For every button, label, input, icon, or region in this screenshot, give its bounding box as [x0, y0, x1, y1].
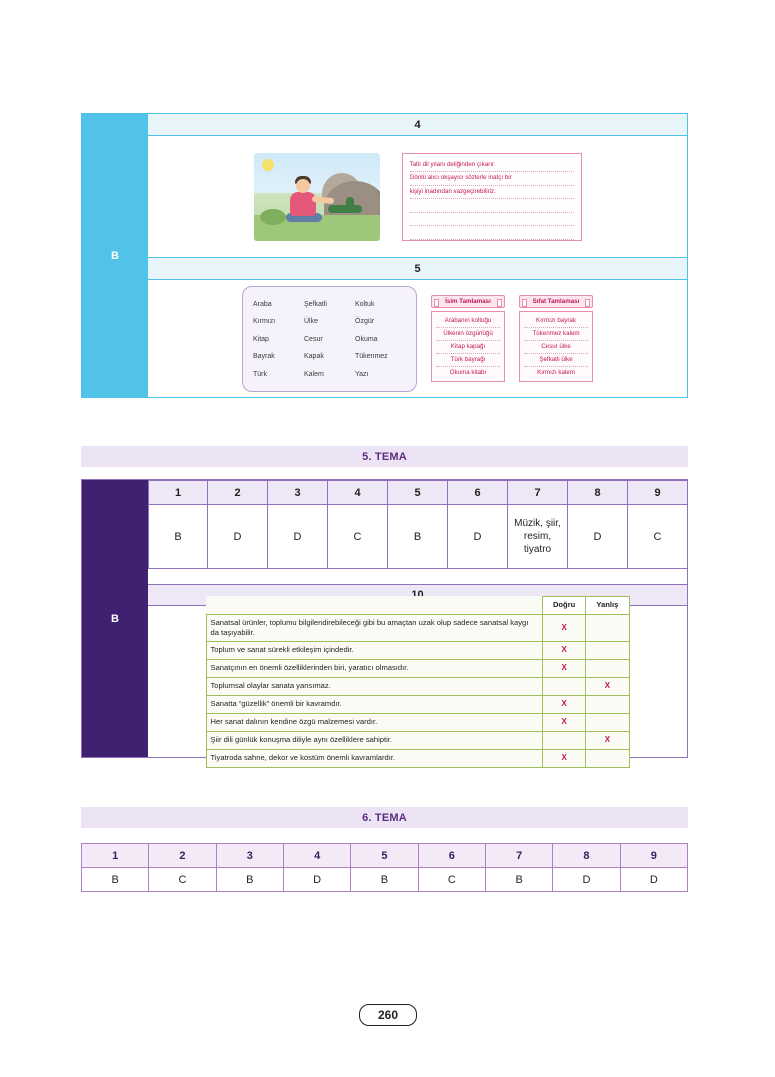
answer-cell: B [388, 505, 448, 569]
isim-tamlamasi-title: İsim Tamlaması [431, 295, 505, 308]
column-header: 1 [149, 481, 208, 505]
boy-head-shape [296, 179, 310, 193]
yanlis-mark [586, 695, 629, 713]
dogru-mark: X [543, 614, 586, 641]
boy-with-snake-illustration [254, 153, 380, 241]
word-pool [242, 286, 417, 392]
table-row [82, 868, 688, 892]
answer-cell: D [268, 505, 328, 569]
true-false-table [206, 596, 630, 768]
sun-shape [262, 159, 274, 171]
question-4-body [148, 136, 687, 258]
word-pool-item: Özgür [355, 318, 375, 326]
column-header: 8 [568, 481, 628, 505]
dogru-mark: X [543, 749, 586, 767]
column-header: 2 [149, 844, 216, 868]
word-pool-item: Cesur [304, 335, 323, 343]
snake-shape [328, 205, 362, 213]
column-header: 9 [628, 481, 688, 505]
answer-line: Arabanın koltuğu [436, 315, 500, 328]
column-header: 5 [388, 481, 448, 505]
tema6-answer-table [81, 843, 688, 892]
yanlis-mark: X [586, 731, 629, 749]
dogru-mark: X [543, 641, 586, 659]
yanlis-mark [586, 614, 629, 641]
statement-cell: Her sanat dalının kendine özgü malzemesi vardır. [206, 713, 543, 731]
dogru-mark: X [543, 659, 586, 677]
statement-cell: Sanatsal ürünler, toplumu bilgilendirebileceği gibi bu amaçtan uzak olup sadece sanatsal kaygı da taşıyabilir. [206, 614, 543, 641]
word-pool-item: Tükenmez [355, 353, 388, 361]
column-header: 3 [268, 481, 328, 505]
table-row [149, 505, 688, 569]
sifat-tamlamasi-column [519, 295, 593, 382]
column-header: 1 [82, 844, 149, 868]
answer-cell: B [216, 868, 283, 892]
word-pool-item: Koltuk [355, 300, 375, 308]
statement-cell: Tiyatroda sahne, dekor ve kostüm önemli kavramlardır. [206, 749, 543, 767]
answer-line: Tatlı dil yılanı deliğinden çıkarır. [410, 159, 574, 173]
question-10-body [148, 600, 687, 762]
column-header: 8 [553, 844, 620, 868]
answer-line: Cesur ülke [524, 341, 588, 354]
statement-cell: Şiir dili günlük konuşma diliyle aynı özelliklere sahiptir. [206, 731, 543, 749]
word-pool-item: Türk [253, 370, 267, 378]
dogru-mark [543, 731, 586, 749]
answer-line: kişiyi inadından vazgeçirebiliriz. [410, 186, 574, 200]
yanlis-mark [586, 749, 629, 767]
yanlis-mark [586, 659, 629, 677]
empty-header-cell [206, 596, 543, 614]
answer-line: Kitap kapağı [436, 341, 500, 354]
answer-cell: C [328, 505, 388, 569]
word-pool-item: Şefkatli [304, 300, 327, 308]
answer-cell: B [82, 868, 149, 892]
column-header: 2 [208, 481, 268, 505]
question-5-body [148, 280, 687, 397]
yanlis-mark [586, 641, 629, 659]
dogru-mark [543, 677, 586, 695]
answer-line: Kırmızı bayrak [524, 315, 588, 328]
answer-cell: D [568, 505, 628, 569]
answer-cell: D [620, 868, 687, 892]
answer-cell: D [448, 505, 508, 569]
question-4-answer-lines [402, 153, 582, 241]
answer-line [410, 213, 574, 227]
column-header: 9 [620, 844, 687, 868]
statement-cell: Sanatçının en önemli özelliklerinden biri, yaratıcı olmasıdır. [206, 659, 543, 677]
question-5-header: 5 [148, 258, 687, 280]
answer-line: Şefkatli ülke [524, 354, 588, 367]
column-header: 4 [328, 481, 388, 505]
tema5-side-label: B [82, 480, 148, 757]
statement-cell: Sanatta “güzellik” önemli bir kavramdır. [206, 695, 543, 713]
blue-block-side-label: B [82, 114, 148, 397]
column-header: 5 [351, 844, 418, 868]
dogru-mark: X [543, 695, 586, 713]
question-4-header: 4 [148, 114, 687, 136]
sifat-tamlamasi-answers [519, 311, 593, 382]
word-pool-item: Kalem [304, 370, 324, 378]
answer-cell: B [149, 505, 208, 569]
answer-line: Gönlü alıcı okşayıcı sözlerle inatçı bir [410, 172, 574, 186]
answer-cell: C [628, 505, 688, 569]
bush-shape [260, 209, 286, 225]
word-pool-item: Araba [253, 300, 272, 308]
yanlis-mark [586, 713, 629, 731]
dogru-mark: X [543, 713, 586, 731]
answer-line: Ülkenin özgürlüğü [436, 328, 500, 341]
tema6-title: 6. TEMA [81, 807, 688, 828]
page-number: 260 [359, 1004, 417, 1026]
word-pool-item: Kapak [304, 353, 324, 361]
isim-tamlamasi-answers [431, 311, 505, 382]
table-row [206, 641, 629, 659]
word-pool-item: Ülke [304, 318, 319, 326]
tema5-title: 5. TEMA [81, 446, 688, 467]
boy-body-shape [290, 192, 316, 216]
tema6-answer-block [81, 843, 688, 892]
table-header-row [206, 596, 629, 614]
table-header-row [82, 844, 688, 868]
table-row [206, 677, 629, 695]
column-header: 7 [508, 481, 568, 505]
word-pool-item: Yazı [355, 370, 369, 378]
answer-line: Türk bayrağı [436, 354, 500, 367]
answer-cell: B [485, 868, 552, 892]
table-row [206, 614, 629, 641]
statement-cell: Toplumsal olaylar sanata yansımaz. [206, 677, 543, 695]
column-header-yanlis: Yanlış [586, 596, 629, 614]
word-pool-item: Kitap [253, 335, 269, 343]
answer-cell: B [351, 868, 418, 892]
answer-cell: D [208, 505, 268, 569]
column-header: 6 [448, 481, 508, 505]
yanlis-mark: X [586, 677, 629, 695]
answer-cell: D [553, 868, 620, 892]
answer-cell: C [149, 868, 216, 892]
table-row [206, 713, 629, 731]
word-pool-item: Okuma [355, 335, 378, 343]
word-pool-item: Kırmızı [253, 318, 276, 326]
answer-line: Okuma kitabı [449, 369, 487, 376]
statement-cell: Toplum ve sanat sürekli etkileşim içindedir. [206, 641, 543, 659]
column-header-dogru: Doğru [543, 596, 586, 614]
isim-tamlamasi-column [431, 295, 505, 382]
word-pool-item: Bayrak [253, 353, 275, 361]
sifat-tamlamasi-title: Sıfat Tamlaması [519, 295, 593, 308]
column-header: 6 [418, 844, 485, 868]
tema5-answer-block [81, 479, 688, 762]
table-row [206, 695, 629, 713]
table-row [206, 731, 629, 749]
tema5-answer-table [148, 480, 688, 569]
column-header: 3 [216, 844, 283, 868]
column-header: 4 [283, 844, 350, 868]
table-row [206, 749, 629, 767]
table-header-row [149, 481, 688, 505]
blue-answer-block [81, 113, 688, 398]
snake-head-shape [346, 197, 354, 213]
answer-cell: C [418, 868, 485, 892]
answer-line: Tükenmez kalem [524, 328, 588, 341]
answer-cell: D [283, 868, 350, 892]
answer-cell: Müzik, şiir, resim, tiyatro [508, 505, 568, 569]
answer-line [410, 226, 574, 240]
table-row [206, 659, 629, 677]
answer-line [410, 199, 574, 213]
column-header: 7 [485, 844, 552, 868]
answer-line: Kırmızı kalem [537, 369, 575, 376]
